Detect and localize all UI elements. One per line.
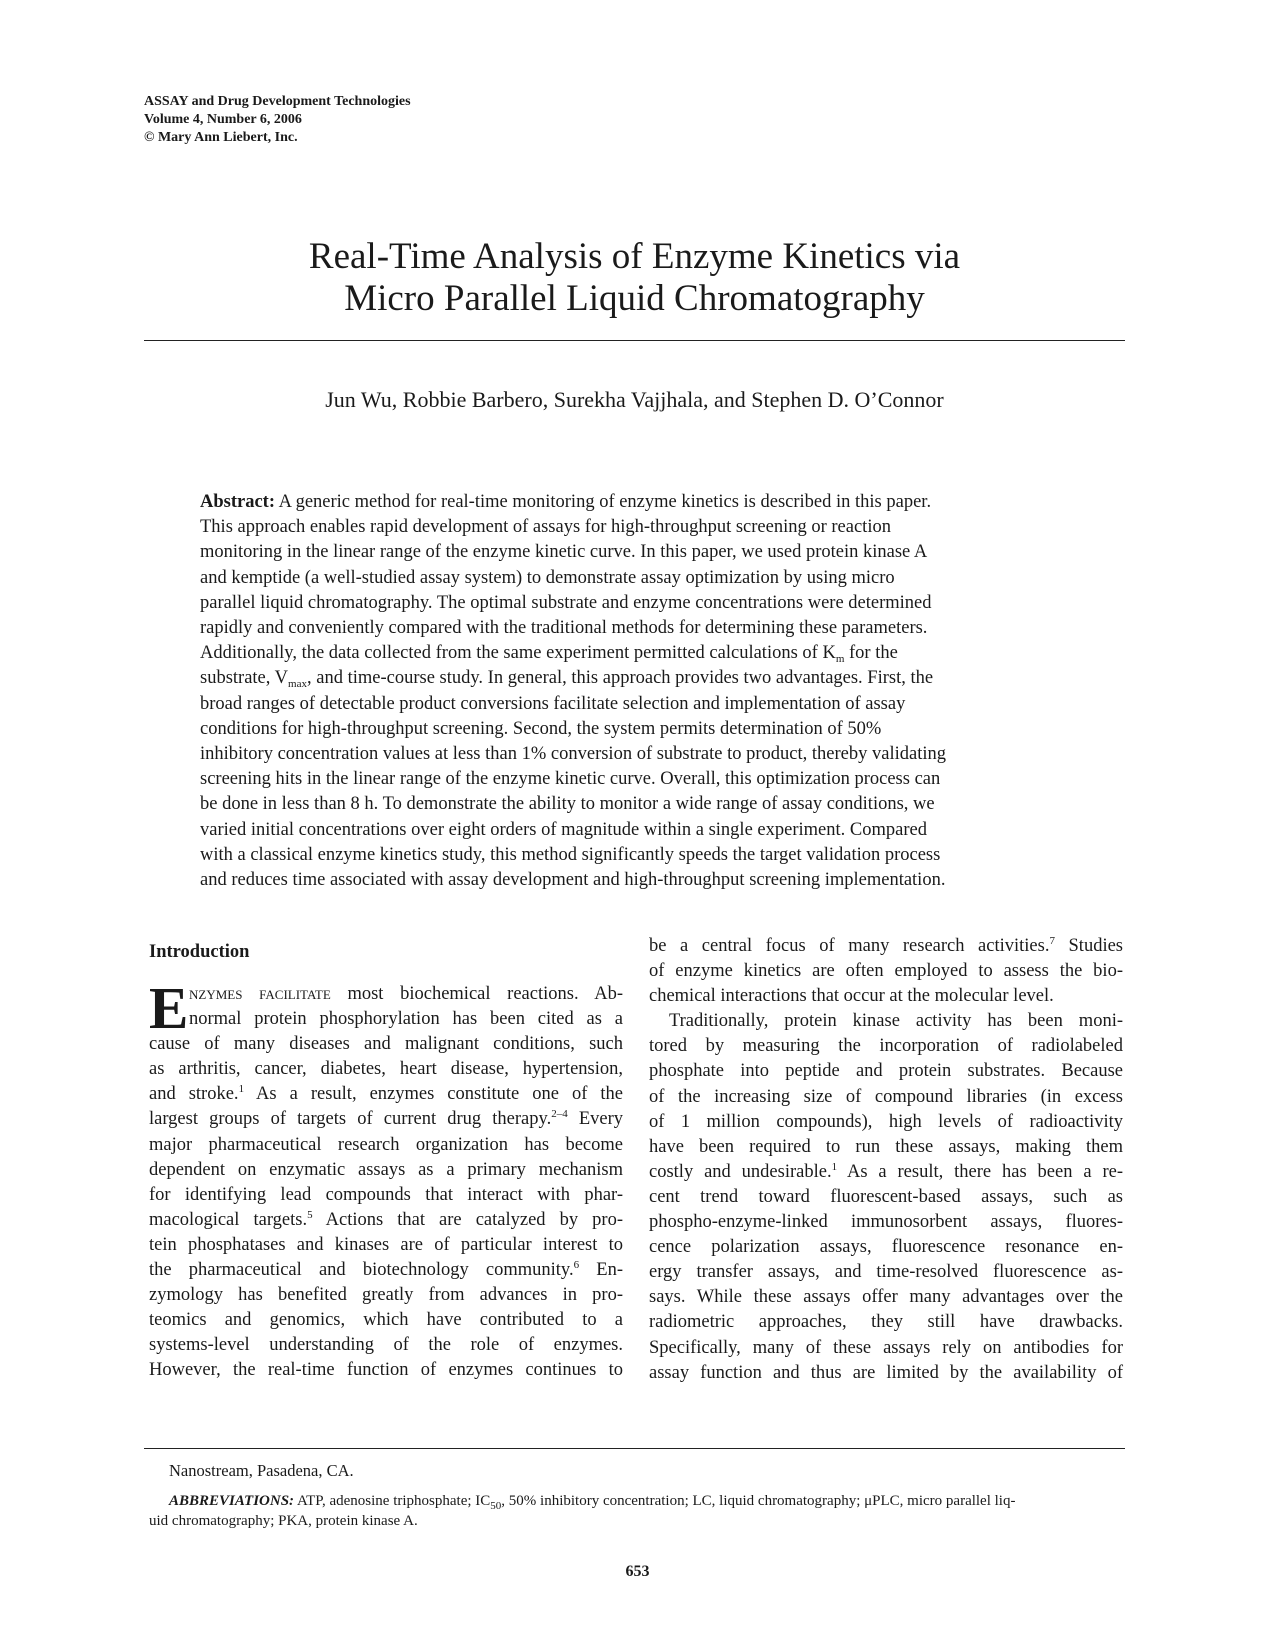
page-number: 653 — [625, 1563, 650, 1580]
author-list: Jun Wu, Robbie Barbero, Surekha Vajjhala, and Stephen D. O’Connor — [325, 387, 944, 412]
text-line: teomics and genomics, which have contributed to a — [149, 1310, 623, 1331]
abstract-line: This approach enables rapid development of assays for high-throughput screening or reaction — [200, 517, 891, 538]
abstract-line: with a classical enzyme kinetics study, this method significantly speeds the target validation process — [200, 844, 941, 865]
abstract-line: and kemptide (a well-studied assay system) to demonstrate assay optimization by using micro — [200, 567, 895, 588]
paper-title — [144, 236, 1125, 320]
text-line: phospho-enzyme-linked immunosorbent assays, fluores- — [649, 1212, 1123, 1233]
abstract — [200, 490, 1070, 893]
abstract-line: monitoring in the linear range of the enzyme kinetic curve. In this paper, we used protein kinase A — [200, 542, 928, 563]
text-line: Traditionally, protein kinase activity has been moni- — [669, 1011, 1123, 1032]
text-line: chemical interactions that occur at the molecular level. — [649, 986, 1054, 1007]
abstract-line: screening hits in the linear range of the enzyme kinetic curve. Overall, this optimization process can — [200, 769, 941, 790]
text-line: zymology has benefited greatly from advances in pro- — [149, 1285, 623, 1306]
text-line: of 1 million compounds), high levels of radioactivity — [649, 1111, 1123, 1132]
title-rule — [144, 340, 1125, 341]
text-line: costly and undesirable.$^1$ As a result, there has been a re- — [649, 1160, 1123, 1182]
text-line: as arthritis, cancer, diabetes, heart disease, hypertension, — [149, 1059, 623, 1080]
text-line: cause of many diseases and malignant conditions, such — [149, 1034, 623, 1055]
abbrev-line: uid chromatography; PKA, protein kinase A. — [149, 1513, 418, 1529]
abstract-line: varied initial concentrations over eight orders of magnitude within a single experiment. Compared — [200, 819, 927, 840]
text-line: phosphate into peptide and protein substrates. Because — [649, 1061, 1123, 1082]
journal-name: ASSAY and Drug Development Technologies — [144, 94, 411, 109]
text-line: and stroke.$^1$ As a result, enzymes constitute one of the — [149, 1083, 623, 1105]
text-line: macological targets.$^5$ Actions that are catalyzed by pro- — [149, 1208, 623, 1230]
text-line: of the increasing size of compound libraries (in excess — [649, 1086, 1123, 1107]
abbrev-label: ABBREVIATIONS: — [169, 1493, 295, 1509]
text-line: for identifying lead compounds that interact with phar- — [149, 1184, 623, 1205]
abstract-line: substrate, $V_{max}$, and time-course study. In general, this approach provides two advantages. First, the — [200, 668, 934, 691]
text-line: radiometric approaches, they still have drawbacks. — [649, 1312, 1123, 1333]
abstract-line: Abstract: A generic method for real-time monitoring of enzyme kinetics is described in this paper. — [200, 492, 932, 512]
journal-copyright: © Mary Ann Liebert, Inc. — [144, 130, 298, 145]
abstract-line: be done in less than 8 h. To demonstrate the ability to monitor a wide range of assay conditions, we — [200, 794, 935, 815]
text-line: tored by measuring the incorporation of radiolabeled — [649, 1036, 1123, 1057]
text-line: the pharmaceutical and biotechnology community.$^6$ En- — [149, 1259, 623, 1281]
text-line: However, the real-time function of enzymes continues to — [149, 1360, 623, 1381]
abstract-line: broad ranges of detectable product conversions facilitate selection and implementation of assay — [200, 693, 906, 714]
text-line: says. While these assays offer many advantages over the — [649, 1287, 1123, 1308]
text-line: tein phosphatases and kinases are of particular interest to — [149, 1234, 623, 1255]
text-line: assay function and thus are limited by the availability of — [649, 1362, 1123, 1383]
abstract-label: Abstract: — [200, 492, 276, 512]
text-line: major pharmaceutical research organization has become — [149, 1134, 623, 1155]
text-line: normal protein phosphorylation has been cited as a — [189, 1009, 623, 1030]
text-line: cent trend toward fluorescent-based assays, such as — [649, 1186, 1123, 1207]
text-line: have been required to run these assays, making them — [649, 1136, 1123, 1157]
journal-volume: Volume 4, Number 6, 2006 — [144, 112, 302, 127]
text-line: systems-level understanding of the role of enzymes. — [149, 1335, 623, 1356]
left-column — [149, 940, 623, 1384]
abstract-line: parallel liquid chromatography. The optimal substrate and enzyme concentrations were determined — [200, 592, 932, 613]
abstract-line: Additionally, the data collected from the same experiment permitted calculations of $K_m$ for the — [200, 643, 898, 666]
abbrev-line: ABBREVIATIONS: ATP, adenosine triphosphate; $IC_{50}$, 50% inhibitory concentration; LC, liquid chromatography; μPLC, micro parallel liq- — [169, 1493, 1016, 1512]
text-line: ergy transfer assays, and time-resolved fluorescence as- — [649, 1262, 1123, 1283]
affiliation-footnote: Nanostream, Pasadena, CA. — [169, 1461, 354, 1480]
abstract-line: rapidly and conveniently compared with the traditional methods for determining these parameters. — [200, 618, 928, 639]
abstract-line: and reduces time associated with assay development and high-throughput screening implementation. — [200, 870, 946, 891]
abstract-line: conditions for high-throughput screening. Second, the system permits determination of 50% — [200, 718, 882, 739]
section-heading-introduction: Introduction — [149, 942, 250, 962]
footnote-rule — [144, 1448, 1125, 1449]
text-line: nzymes facilitate most biochemical reactions. Ab- — [189, 984, 623, 1004]
text-line: cence polarization assays, fluorescence resonance en- — [649, 1237, 1123, 1258]
title-line-2: Micro Parallel Liquid Chromatography — [344, 278, 925, 319]
abbreviations-footnote — [149, 1491, 1125, 1531]
right-column — [649, 934, 1123, 1386]
text-line: largest groups of targets of current drug therapy.$^{2-4}$ Every — [149, 1108, 623, 1130]
text-line: be a central focus of many research activities.$^7$ Studies — [649, 935, 1123, 956]
journal-header — [144, 93, 411, 147]
text-line: Specifically, many of these assays rely on antibodies for — [649, 1337, 1123, 1358]
abstract-line: inhibitory concentration values at less than 1% conversion of substrate to product, thereby validating — [200, 744, 946, 765]
title-line-1: Real-Time Analysis of Enzyme Kinetics via — [308, 236, 961, 277]
text-line: dependent on enzymatic assays as a primary mechanism — [149, 1159, 623, 1180]
intro-paragraph — [149, 975, 623, 1384]
drop-cap: E — [149, 975, 189, 1041]
text-line: of enzyme kinetics are often employed to assess the bio- — [649, 961, 1123, 982]
